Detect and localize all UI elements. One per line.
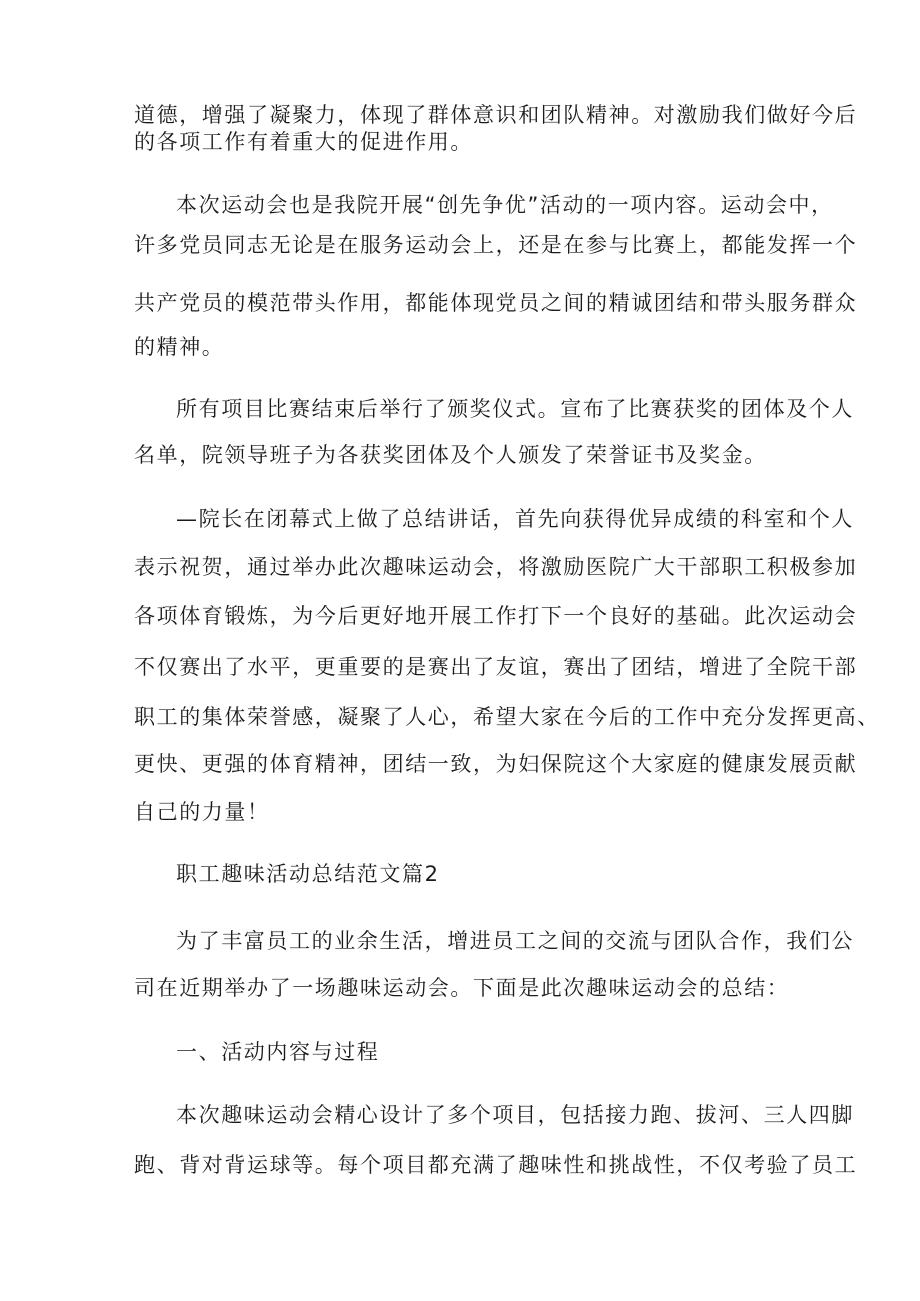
paragraph-4-line-4: 不仅赛出了水平，更重要的是赛出了友谊，赛出了团结，增进了全院干部: [134, 655, 858, 679]
paragraph-4-line-3: 各项体育锻炼，为今后更好地开展工作打下一个良好的基础。此次运动会: [134, 604, 858, 628]
paragraph-2-line-3: 共产党员的模范带头作用，都能体现党员之间的精诚团结和带头服务群众: [134, 291, 858, 315]
paragraph-4-line-5: 职工的集体荣誉感，凝聚了人心，希望大家在今后的工作中充分发挥更高、: [134, 705, 880, 729]
paragraph-4-line-2: 表示祝贺，通过举办此次趣味运动会，将激励医院广大干部职工积极参加: [134, 555, 858, 579]
paragraph-5-line-1: 为了丰富员工的业余生活，增进员工之间的交流与团队合作，我们公: [176, 929, 854, 953]
paragraph-2-line-1: 本次运动会也是我院开展“创先争优”活动的一项内容。运动会中，: [176, 193, 834, 217]
paragraph-2-line-2: 许多党员同志无论是在服务运动会上，还是在参与比赛上，都能发挥一个: [134, 233, 858, 257]
paragraph-6-line-1: 本次趣味运动会精心设计了多个项目，包括接力跑、拔河、三人四脚: [176, 1103, 854, 1127]
paragraph-5-line-2: 司在近期举办了一场趣味运动会。下面是此次趣味运动会的总结：: [134, 976, 790, 1000]
section-heading-activity-content: 一、活动内容与过程: [176, 1040, 380, 1064]
paragraph-4-line-6: 更快、更强的体育精神，团结一致，为妇保院这个大家庭的健康发展贡献: [134, 752, 858, 776]
paragraph-4-line-1: —院长在闭幕式上做了总结讲话，首先向获得优异成绩的科室和个人: [176, 507, 854, 531]
paragraph-4-line-7: 自己的力量！: [134, 800, 270, 824]
paragraph-6-line-2: 跑、背对背运球等。每个项目都充满了趣味性和挑战性，不仅考验了员工: [134, 1153, 858, 1177]
section-heading-article-2: 职工趣味活动总结范文篇2: [176, 862, 440, 886]
paragraph-3-line-2: 名单，院领导班子为各获奖团体及个人颁发了荣誉证书及奖金。: [134, 443, 767, 467]
paragraph-2-line-4: 的精神。: [134, 335, 225, 359]
paragraph-3-line-1: 所有项目比赛结束后举行了颁奖仪式。宣布了比赛获奖的团体及个人: [176, 397, 854, 421]
paragraph-1-line-2: 的各项工作有着重大的促进作用。: [134, 130, 473, 154]
paragraph-1-line-1: 道德，增强了凝聚力，体现了群体意识和团队精神。对激励我们做好今后: [134, 103, 858, 127]
